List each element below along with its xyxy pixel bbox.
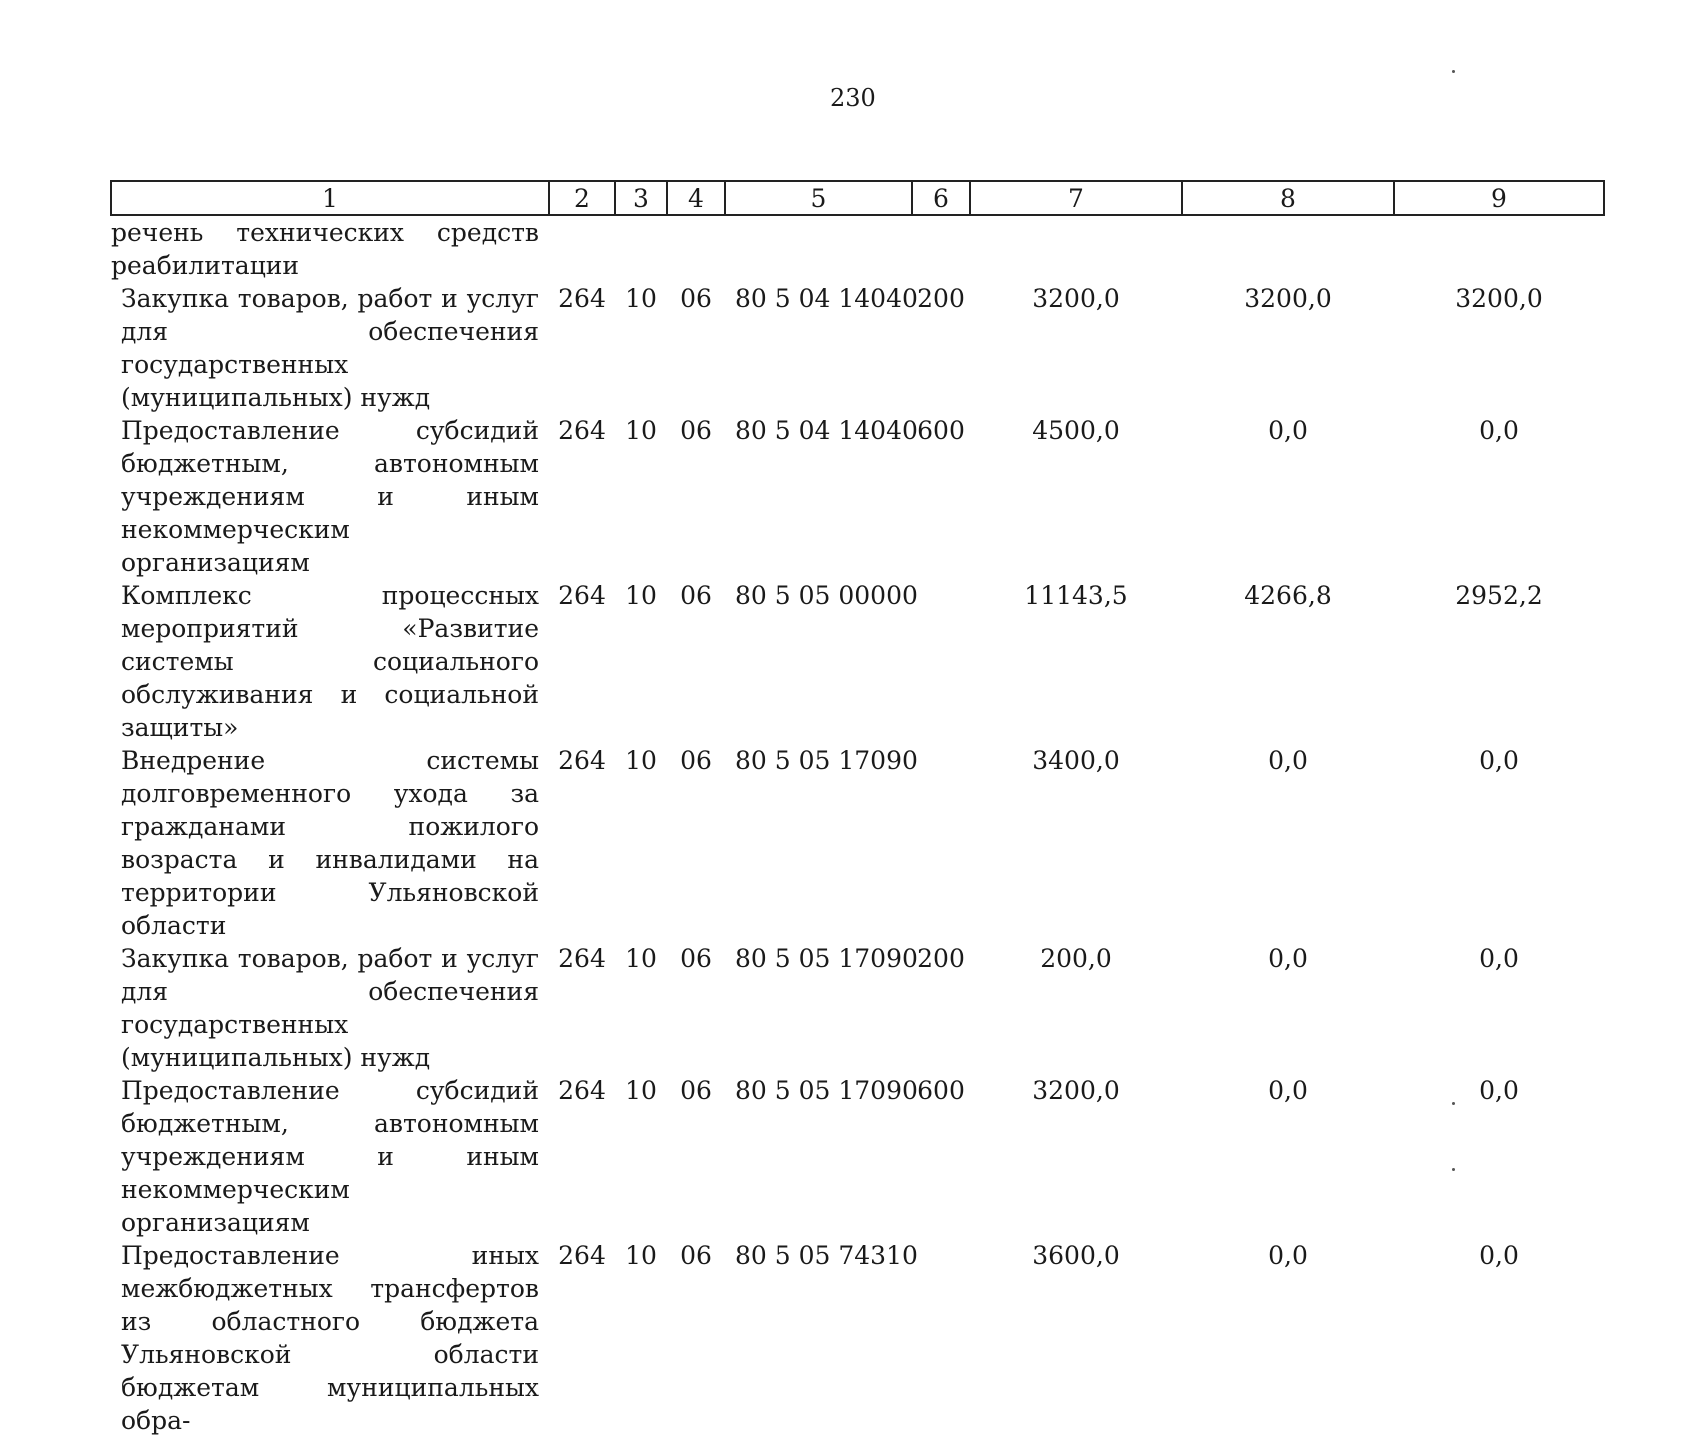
cell-amount-col9: 3200,0 [1455,284,1543,313]
cell-amount-col8: 0,0 [1268,1076,1308,1105]
cell-section: 10 [625,944,657,973]
table-row [111,282,1604,414]
cell-expense-type: 600 [917,416,965,445]
cell-amount-col8: 0,0 [1268,1241,1308,1270]
row-description: Предоставление субсидий бюджетным, автономным учреждениям и иным некоммерческим организациям [121,416,539,577]
header-row [111,181,1604,215]
table-row [111,414,1604,579]
cell-amount-col7: 3200,0 [1032,1076,1120,1105]
cell-expense-type: 200 [917,944,965,973]
cell-target-article: 80 5 05 17090 [735,944,918,973]
column-header: 2 [549,181,615,215]
cell-expense-type: 600 [917,1076,965,1105]
column-header: 8 [1182,181,1394,215]
table-row [111,1239,1604,1437]
cell-target-article: 80 5 04 14040 [735,284,918,313]
cell-amount-col9: 2952,2 [1455,581,1543,610]
cell-subsection: 06 [680,416,712,445]
cell-section: 10 [625,746,657,775]
cell-amount-col9: 0,0 [1479,746,1519,775]
cell-section: 10 [625,1076,657,1105]
cell-expense-type [912,1239,970,1437]
table-row [111,579,1604,744]
cell-amount-col8: 3200,0 [1244,284,1332,313]
cell-expense-type [912,579,970,744]
row-description: Комплекс процессных мероприятий «Развитие системы социального обслуживания и социальной защиты» [121,581,539,742]
row-description: Предоставление иных межбюджетных трансфертов из областного бюджета Ульяновской области бюджетам муниципальных обра- [121,1241,539,1435]
cell-subsection: 06 [680,746,712,775]
cell-amount-col8: 0,0 [1268,416,1308,445]
row-description: Закупка товаров, работ и услуг для обеспечения государственных (муниципальных) нужд [121,944,539,1072]
column-header: 4 [667,181,725,215]
cell-subsection: 06 [680,284,712,313]
cell-target-article: 80 5 05 00000 [735,581,918,610]
cell-section: 10 [625,1241,657,1270]
scan-speck [1452,1168,1455,1171]
cell-subsection: 06 [680,944,712,973]
page-number: 230 [830,84,876,112]
table-row [111,744,1604,942]
cell-expense-type: 200 [917,284,965,313]
row-description: Закупка товаров, работ и услуг для обеспечения государственных (муниципальных) нужд [121,284,539,412]
cell-amount-col9: 0,0 [1479,1076,1519,1105]
row-description: Предоставление субсидий бюджетным, автономным учреждениям и иным некоммерческим организациям [121,1076,539,1237]
column-header: 7 [970,181,1182,215]
cell-ministry-code: 264 [558,944,606,973]
cell-section: 10 [625,416,657,445]
continuation-text: речень технических средств реабилитации [111,218,539,280]
cell-amount-col8: 4266,8 [1244,581,1332,610]
cell-subsection: 06 [680,581,712,610]
cell-amount-col7: 3400,0 [1032,746,1120,775]
cell-amount-col7: 3600,0 [1032,1241,1120,1270]
column-header: 6 [912,181,970,215]
table-row [111,1074,1604,1239]
cell-ministry-code: 264 [558,1076,606,1105]
continuation-row [111,215,1604,282]
cell-target-article: 80 5 04 14040 [735,416,918,445]
column-header: 5 [725,181,912,215]
scan-speck [1452,1102,1455,1105]
scan-speck [1452,70,1455,73]
cell-subsection: 06 [680,1076,712,1105]
cell-section: 10 [625,284,657,313]
cell-ministry-code: 264 [558,581,606,610]
cell-ministry-code: 264 [558,1241,606,1270]
column-header: 3 [615,181,667,215]
cell-amount-col9: 0,0 [1479,944,1519,973]
cell-section: 10 [625,581,657,610]
cell-amount-col7: 200,0 [1040,944,1112,973]
cell-expense-type [912,744,970,942]
cell-target-article: 80 5 05 17090 [735,746,918,775]
cell-amount-col7: 11143,5 [1024,581,1128,610]
cell-amount-col9: 0,0 [1479,416,1519,445]
budget-table [110,180,1605,1437]
cell-amount-col7: 4500,0 [1032,416,1120,445]
cell-amount-col8: 0,0 [1268,944,1308,973]
cell-subsection: 06 [680,1241,712,1270]
cell-amount-col9: 0,0 [1479,1241,1519,1270]
cell-amount-col8: 0,0 [1268,746,1308,775]
cell-amount-col7: 3200,0 [1032,284,1120,313]
column-header: 1 [111,181,549,215]
cell-target-article: 80 5 05 17090 [735,1076,918,1105]
cell-ministry-code: 264 [558,416,606,445]
column-header: 9 [1394,181,1604,215]
cell-target-article: 80 5 05 74310 [735,1241,918,1270]
table-row [111,942,1604,1074]
cell-ministry-code: 264 [558,746,606,775]
row-description: Внедрение системы долговременного ухода за гражданами пожилого возраста и инвалидами на территории Ульяновской области [121,746,539,940]
cell-ministry-code: 264 [558,284,606,313]
